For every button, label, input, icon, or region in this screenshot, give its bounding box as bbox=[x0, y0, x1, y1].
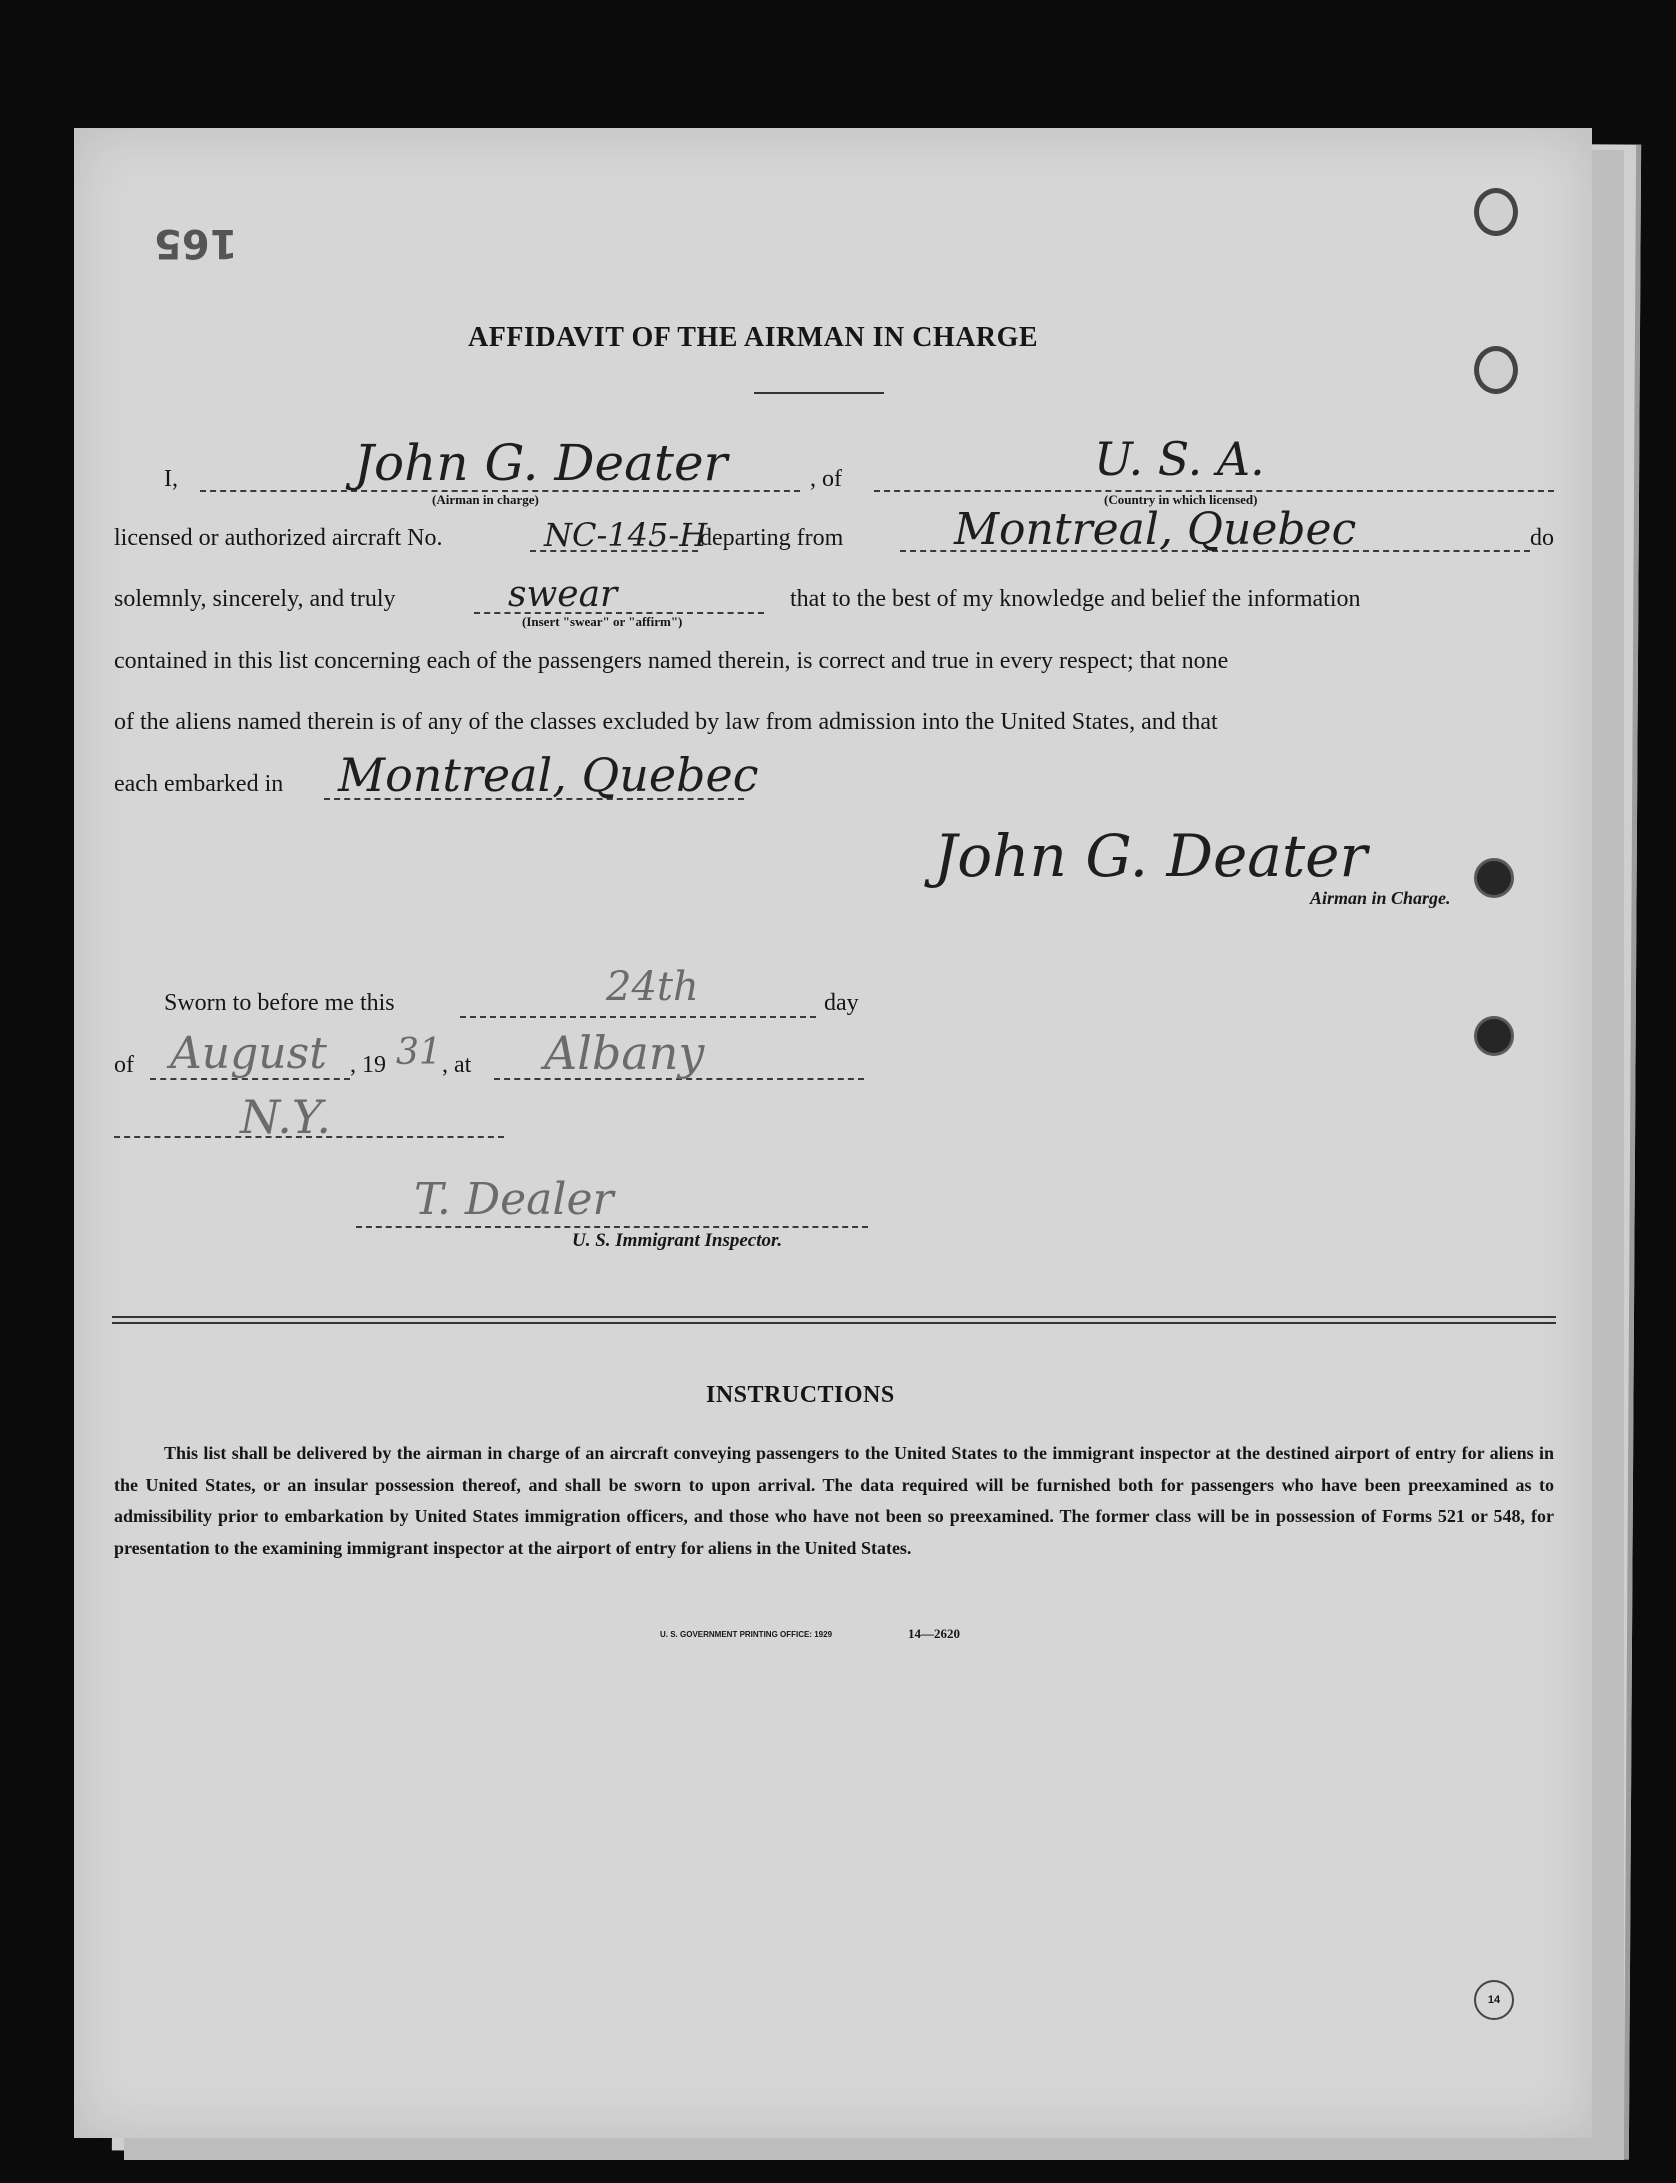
embarked-value: Montreal, Quebec bbox=[338, 748, 759, 802]
swear-caption: (Insert "swear" or "affirm") bbox=[522, 614, 683, 629]
line2-prefix: licensed or authorized aircraft No. bbox=[114, 525, 443, 551]
inspector-caption: U. S. Immigrant Inspector. bbox=[572, 1230, 783, 1251]
line1-prefix: I, bbox=[164, 466, 178, 492]
form-code: 14—2620 bbox=[908, 1626, 960, 1641]
sworn-month: August bbox=[170, 1028, 327, 1079]
divider-bottom bbox=[112, 1322, 1556, 1324]
instructions-body bbox=[114, 1438, 1554, 1564]
punch-hole-middle bbox=[1474, 858, 1514, 898]
corner-stamp: 14 bbox=[1474, 1980, 1514, 2020]
at-label: , at bbox=[442, 1052, 472, 1078]
sworn-place: Albany bbox=[544, 1026, 705, 1080]
of-label: , of bbox=[810, 466, 842, 492]
sworn-day: 24th bbox=[606, 964, 699, 1010]
binder-ring-top bbox=[1474, 188, 1518, 236]
sworn-of-label: of bbox=[114, 1052, 134, 1078]
airman-name: John G. Deater bbox=[354, 434, 728, 492]
page-stamp: 165 bbox=[154, 220, 238, 266]
departing-label: departing from bbox=[700, 525, 844, 551]
binder-ring-upper bbox=[1474, 346, 1518, 394]
country-caption: (Country in which licensed) bbox=[1104, 492, 1258, 507]
day-line bbox=[460, 1016, 816, 1018]
printer-imprint: U. S. GOVERNMENT PRINTING OFFICE: 1929 bbox=[660, 1630, 833, 1639]
page-title: AFFIDAVIT OF THE AIRMAN IN CHARGE bbox=[468, 322, 1039, 353]
punch-hole-lower bbox=[1474, 1016, 1514, 1056]
instructions-text: This list shall be delivered by the airman in charge of an aircraft conveying passengers to the United States to the immigrant inspector at the destined airport of entry for aliens in the United States, or an insular possession thereof, and shall be sworn to upon arrival. The data required will be furnished both for passengers who have been preexamined as to admissibility prior to embarkation by United States immigration officers, and those who have not been so preexamined. The former class will be in possession of Forms 521 or 548, for presentation to the examining immigrant inspector at the airport of entry for aliens in the United States. bbox=[114, 1443, 1554, 1558]
airman-signature-caption: Airman in Charge. bbox=[1310, 888, 1451, 908]
year-prefix: , 19 bbox=[350, 1052, 386, 1078]
line4-text: contained in this list concerning each of the passengers named therein, is correct and true in every respect; that none bbox=[114, 648, 1229, 674]
document-page bbox=[74, 128, 1592, 2138]
line3-suffix: that to the best of my knowledge and belief the information bbox=[790, 586, 1361, 612]
title-rule bbox=[754, 392, 884, 394]
sworn-prefix: Sworn to before me this bbox=[164, 990, 395, 1016]
airman-caption: (Airman in charge) bbox=[432, 492, 539, 507]
inspector-line bbox=[356, 1226, 868, 1228]
line5-text: of the aliens named therein is of any of the classes excluded by law from admission into the United States, and that bbox=[114, 709, 1218, 735]
sworn-place2: N.Y. bbox=[240, 1090, 331, 1144]
line2-suffix: do bbox=[1530, 525, 1554, 551]
line6-prefix: each embarked in bbox=[114, 771, 284, 797]
airman-signature: John G. Deater bbox=[934, 822, 1368, 890]
instructions-heading: INSTRUCTIONS bbox=[706, 1382, 895, 1408]
day-label: day bbox=[824, 990, 859, 1016]
departure-value: Montreal, Quebec bbox=[954, 504, 1357, 555]
sworn-year: 31 bbox=[396, 1032, 442, 1073]
aircraft-no: NC-145-H bbox=[544, 516, 708, 554]
swear-value: swear bbox=[508, 574, 618, 615]
line3-prefix: solemnly, sincerely, and truly bbox=[114, 586, 396, 612]
inspector-signature: T. Dealer bbox=[414, 1174, 614, 1225]
divider-top bbox=[112, 1316, 1556, 1318]
country-value: U. S. A. bbox=[1094, 432, 1265, 486]
